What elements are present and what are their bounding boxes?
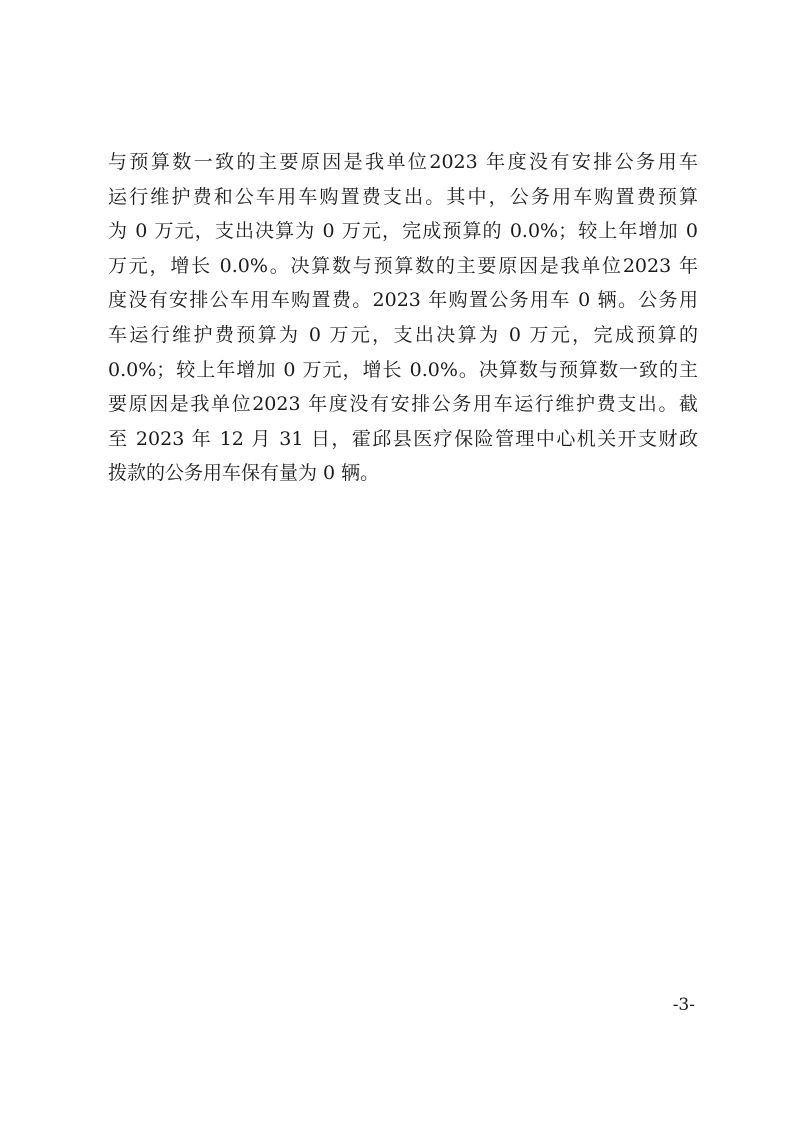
paragraph-line-10: 拨款的公务用车保有量为 0 辆。	[108, 462, 380, 485]
page-number: -3-	[672, 995, 695, 1015]
paragraph-line-9: 至 2023 年 12 月 31 日，霍邱县医疗保险管理中心机关开支财政	[108, 427, 698, 450]
paragraph-line-8: 要原因是我单位2023 年度没有安排公务用车运行维护费支出。截	[108, 393, 698, 416]
body-paragraph	[108, 145, 698, 491]
paragraph-line-7: 0.0%；较上年增加 0 万元，增长 0.0%。决算数与预算数一致的主	[108, 358, 698, 381]
paragraph-line-4: 万元，增长 0.0%。决算数与预算数的主要原因是我单位2023 年	[108, 254, 698, 277]
paragraph-line-5: 度没有安排公车用车购置费。2023 年购置公务用车 0 辆。公务用	[108, 289, 698, 312]
paragraph-line-1: 与预算数一致的主要原因是我单位2023 年度没有安排公务用车	[108, 151, 698, 173]
paragraph-line-6: 车运行维护费预算为 0 万元，支出决算为 0 万元，完成预算的	[108, 323, 698, 346]
paragraph-line-2: 运行维护费和公车用车购置费支出。其中，公务用车购置费预算	[108, 185, 698, 208]
paragraph-line-3: 为 0 万元，支出决算为 0 万元，完成预算的 0.0%；较上年增加 0	[108, 220, 698, 243]
